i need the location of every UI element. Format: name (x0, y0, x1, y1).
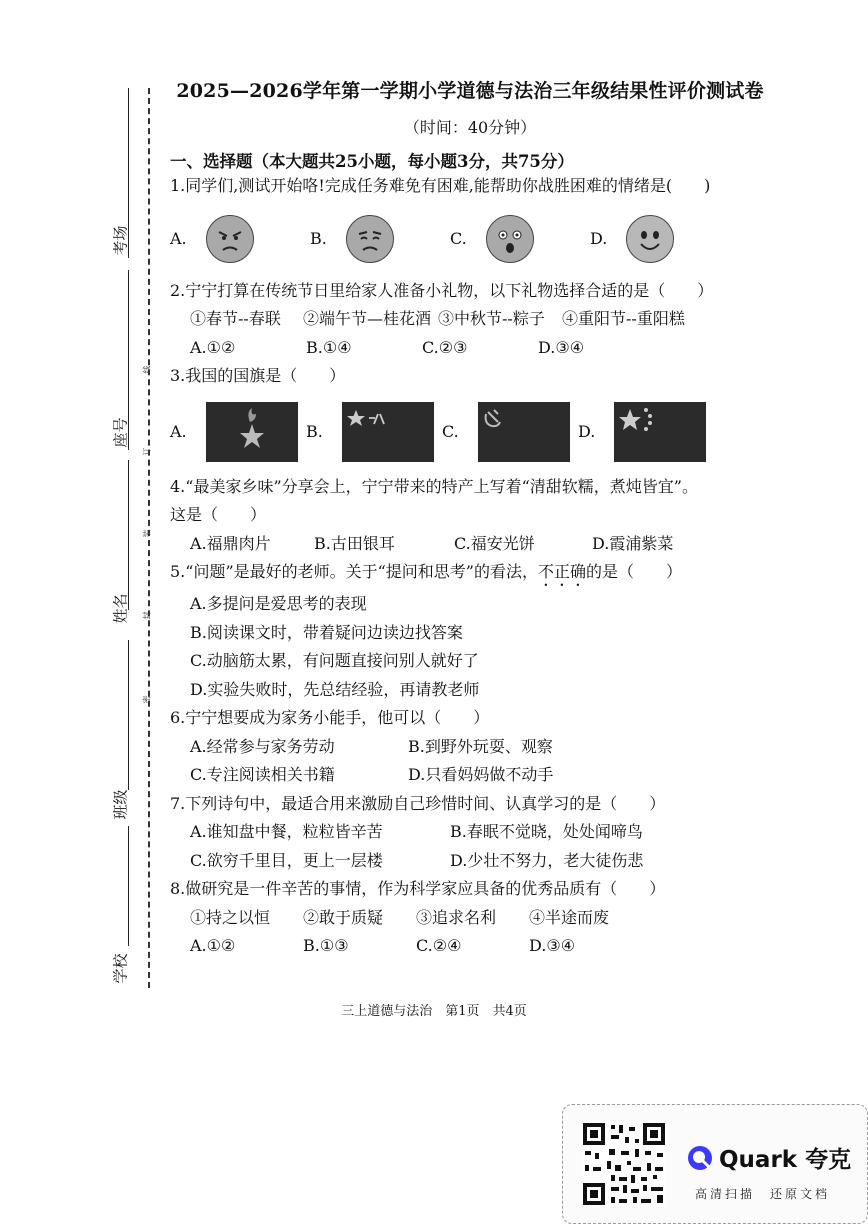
quark-brand-text: Quark 夸克 (719, 1147, 852, 1173)
label-seat: 座号 (111, 417, 130, 448)
option-letter: B. (306, 422, 323, 441)
q2-option-b[interactable]: B.①④ (306, 337, 352, 357)
quark-slogan: 高清扫描 还原文档 (695, 1187, 831, 1201)
question-3-stem: 3.我国的国旗是（ ） (170, 366, 346, 385)
q5-option-c[interactable]: C.动脑筋太累，有问题直接问别人就好了 (190, 651, 479, 670)
q4-option-c[interactable]: C.福安光饼 (454, 533, 535, 553)
angry-face-icon (206, 215, 254, 263)
quark-logo-icon (687, 1145, 713, 1171)
question-8-options (170, 932, 770, 961)
q6-option-d[interactable]: D.只看妈妈做不动手 (408, 765, 554, 784)
question-6-stem: 6.宁宁想要成为家务小能手，他可以（ ） (170, 708, 490, 727)
hammer-sickle-flag-icon (478, 402, 570, 462)
label-school: 学校 (111, 953, 130, 984)
q5-stem-part: 的是（ ） (586, 562, 683, 581)
q6-option-a[interactable]: A.经常参与家务劳动 (190, 736, 335, 756)
question-4-stem: 4.“最美家乡味”分享会上，宁宁带来的特产上写着“清甜软糯，煮炖皆宜”。 (170, 476, 698, 496)
fill-line-class (128, 640, 129, 790)
option-letter: D. (578, 422, 596, 441)
q8-item: ②敢于质疑 (303, 907, 384, 927)
smiling-face-icon (626, 215, 674, 263)
option-letter: A. (170, 422, 187, 441)
q3-option-c[interactable] (442, 402, 578, 462)
label-class: 班级 (111, 789, 130, 820)
question-8-stem: 8.做研究是一件辛苦的事情，作为科学家应具备的优秀品质有（ ） (170, 879, 666, 898)
question-4-stem-cont: 这是（ ） (170, 505, 267, 524)
bayi-flag-icon (342, 402, 434, 462)
question-1-options (170, 207, 770, 271)
q5-option-d[interactable]: D.实验失败时，先总结经验，再请教老师 (190, 679, 480, 699)
q7-option-d[interactable]: D.少壮不努力，老大徒伤悲 (450, 850, 644, 870)
option-letter: C. (442, 422, 459, 441)
q7-option-b[interactable]: B.春眠不觉晓，处处闻啼鸟 (450, 822, 643, 841)
q3-option-b[interactable] (306, 402, 442, 462)
q5-option-a[interactable]: A.多提问是爱思考的表现 (190, 594, 367, 613)
q2-option-c[interactable]: C.②③ (422, 337, 468, 357)
q8-option-a[interactable]: A.①② (190, 936, 236, 955)
exam-time: （时间：40分钟） (403, 118, 537, 137)
label-name: 姓名 (111, 593, 130, 624)
seal-mark: 线 (142, 365, 152, 374)
section-heading: 一、选择题（本大题共25小题，每小题3分，共75分） (170, 152, 574, 171)
q4-option-b[interactable]: B.古田银耳 (314, 533, 395, 553)
fill-line-school (128, 826, 129, 946)
q3-option-d[interactable] (578, 402, 714, 462)
question-7-options-row1 (170, 818, 770, 847)
binding-margin (0, 0, 160, 1000)
question-1-stem: 1.同学们,测试开始咯!完成任务难免有困难,能帮助你战胜困难的情绪是( ) (170, 176, 711, 195)
question-5-stem (170, 558, 770, 590)
exam-paper (170, 76, 770, 961)
page-footer: 三上道德与法治 第1页 共4页 (341, 1004, 527, 1019)
quark-brand (687, 1141, 851, 1174)
label-exam-room: 考场 (111, 225, 130, 256)
q8-option-b[interactable]: B.①③ (303, 936, 349, 955)
q6-option-b[interactable]: B.到野外玩耍、观察 (408, 736, 553, 756)
question-7-stem: 7.下列诗句中，最适合用来激励自己珍惜时间、认真学习的是（ ） (170, 793, 666, 813)
q2-item: ①春节--春联 (190, 309, 281, 328)
question-2-items (170, 305, 770, 334)
question-8-items (170, 904, 770, 933)
seal-mark: 装 (142, 529, 152, 538)
q2-option-d[interactable]: D.③④ (538, 337, 585, 357)
seal-mark: 封 (142, 611, 152, 620)
seal-mark: 订 (142, 447, 152, 456)
q6-option-c[interactable]: C.专注阅读相关书籍 (190, 765, 335, 784)
q3-option-a[interactable] (170, 402, 306, 462)
question-3-options (170, 395, 770, 469)
q2-item: ②端午节—桂花酒 (303, 309, 432, 328)
quark-watermark (562, 1104, 868, 1224)
q8-item: ③追求名利 (416, 907, 497, 927)
option-letter: B. (310, 229, 327, 248)
q2-item: ③中秋节--粽子 (438, 309, 545, 328)
question-4-options (170, 530, 770, 559)
option-letter: A. (170, 229, 187, 248)
fill-line-name (128, 460, 129, 610)
question-2-stem: 2.宁宁打算在传统节日里给家人准备小礼物，以下礼物选择合适的是（ ） (170, 280, 714, 300)
q2-option-a[interactable]: A.①② (190, 337, 236, 357)
q8-item: ④半途而废 (529, 907, 610, 927)
sad-face-icon (346, 215, 394, 263)
exam-title: 2025—2026学年第一学期小学道德与法治三年级结果性评价测试卷 (176, 80, 764, 102)
seal-mark: 密 (142, 695, 152, 704)
five-star-flag-icon (614, 402, 706, 462)
q1-option-d[interactable] (590, 215, 730, 263)
scared-face-icon (486, 215, 534, 263)
option-letter: D. (590, 229, 608, 248)
q8-option-d[interactable]: D.③④ (529, 936, 576, 955)
q5-emphasis: 不正确 (538, 562, 587, 581)
q4-option-a[interactable]: A.福鼎肉片 (190, 533, 271, 553)
q4-option-d[interactable]: D.霞浦紫菜 (592, 533, 674, 553)
q2-item: ④重阳节--重阳糕 (562, 309, 685, 328)
q7-option-a[interactable]: A.谁知盘中餐，粒粒皆辛苦 (190, 822, 383, 841)
q1-option-a[interactable] (170, 215, 310, 263)
q8-item: ①持之以恒 (190, 907, 271, 927)
q1-option-c[interactable] (450, 215, 590, 263)
star-torch-flag-icon (206, 402, 298, 462)
question-6-options-row1 (170, 733, 770, 762)
q7-option-c[interactable]: C.欲穷千里目，更上一层楼 (190, 850, 383, 870)
q1-option-b[interactable] (310, 215, 450, 263)
option-letter: C. (450, 229, 467, 248)
q5-stem-part: 5.“问题”是最好的老师。关于“提问和思考”的看法， (170, 562, 538, 581)
question-7-options-row2 (170, 847, 770, 876)
qr-code-icon (581, 1121, 667, 1207)
q5-option-b[interactable]: B.阅读课文时，带着疑问边读边找答案 (190, 622, 463, 642)
question-6-options-row2 (170, 761, 770, 790)
question-2-options (170, 334, 770, 363)
q8-option-c[interactable]: C.②④ (416, 936, 462, 955)
